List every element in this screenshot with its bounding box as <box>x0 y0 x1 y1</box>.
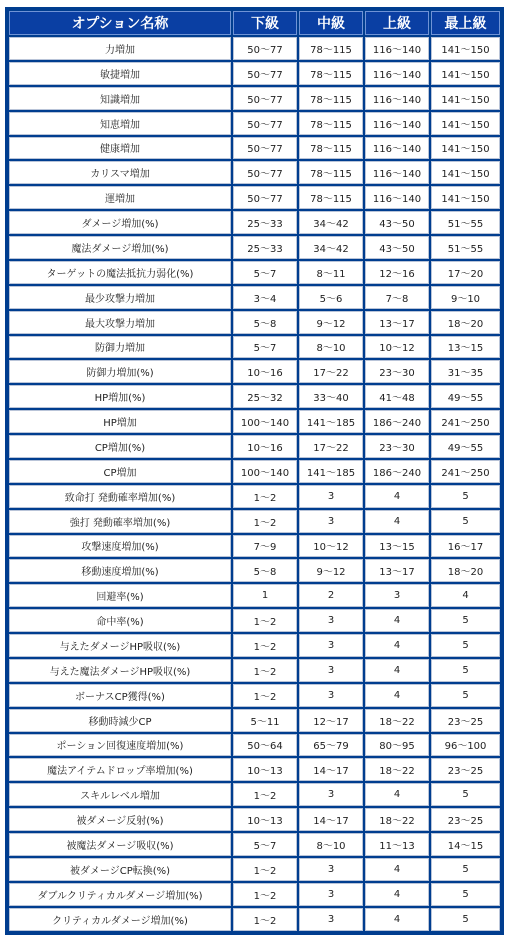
low-grade-cell: 5〜7 <box>233 833 297 856</box>
top-grade-cell: 51〜55 <box>431 236 500 259</box>
mid-grade-cell: 17〜22 <box>299 435 363 458</box>
header-high-grade: 上級 <box>365 11 429 35</box>
low-grade-cell: 1〜2 <box>233 858 297 881</box>
mid-grade-cell: 78〜115 <box>299 137 363 160</box>
high-grade-cell: 3 <box>365 584 429 607</box>
mid-grade-cell: 3 <box>299 485 363 508</box>
high-grade-cell: 12〜16 <box>365 261 429 284</box>
table-row <box>9 634 500 657</box>
table-row <box>9 584 500 607</box>
mid-grade-cell: 12〜17 <box>299 709 363 732</box>
low-grade-cell: 5〜7 <box>233 261 297 284</box>
table-row <box>9 783 500 806</box>
top-grade-cell: 141〜150 <box>431 186 500 209</box>
mid-grade-cell: 10〜12 <box>299 535 363 558</box>
top-grade-cell: 14〜15 <box>431 833 500 856</box>
low-grade-cell: 10〜16 <box>233 360 297 383</box>
low-grade-cell: 1〜2 <box>233 659 297 682</box>
low-grade-cell: 50〜77 <box>233 62 297 85</box>
low-grade-cell: 25〜33 <box>233 211 297 234</box>
high-grade-cell: 116〜140 <box>365 87 429 110</box>
high-grade-cell: 116〜140 <box>365 112 429 135</box>
table-row <box>9 758 500 781</box>
option-name-cell: 回避率(%) <box>9 584 231 607</box>
low-grade-cell: 25〜33 <box>233 236 297 259</box>
high-grade-cell: 116〜140 <box>365 137 429 160</box>
option-name-cell: 被魔法ダメージ吸収(%) <box>9 833 231 856</box>
mid-grade-cell: 65〜79 <box>299 734 363 757</box>
low-grade-cell: 1〜2 <box>233 783 297 806</box>
option-name-cell: 移動時減少CP <box>9 709 231 732</box>
mid-grade-cell: 78〜115 <box>299 37 363 60</box>
low-grade-cell: 1 <box>233 584 297 607</box>
top-grade-cell: 5 <box>431 659 500 682</box>
top-grade-cell: 5 <box>431 908 500 931</box>
mid-grade-cell: 14〜17 <box>299 758 363 781</box>
table-row <box>9 908 500 931</box>
high-grade-cell: 116〜140 <box>365 186 429 209</box>
mid-grade-cell: 3 <box>299 609 363 632</box>
top-grade-cell: 9〜10 <box>431 286 500 309</box>
mid-grade-cell: 3 <box>299 510 363 533</box>
table-row <box>9 385 500 408</box>
top-grade-cell: 5 <box>431 485 500 508</box>
mid-grade-cell: 8〜10 <box>299 336 363 359</box>
low-grade-cell: 5〜7 <box>233 336 297 359</box>
option-name-cell: 致命打 発動確率増加(%) <box>9 485 231 508</box>
top-grade-cell: 5 <box>431 634 500 657</box>
top-grade-cell: 51〜55 <box>431 211 500 234</box>
high-grade-cell: 116〜140 <box>365 161 429 184</box>
mid-grade-cell: 3 <box>299 783 363 806</box>
top-grade-cell: 23〜25 <box>431 709 500 732</box>
header-mid-grade: 中級 <box>299 11 363 35</box>
top-grade-cell: 141〜150 <box>431 62 500 85</box>
high-grade-cell: 4 <box>365 634 429 657</box>
table-row <box>9 112 500 135</box>
table-row <box>9 87 500 110</box>
top-grade-cell: 5 <box>431 684 500 707</box>
table-row <box>9 211 500 234</box>
mid-grade-cell: 78〜115 <box>299 62 363 85</box>
table-row <box>9 734 500 757</box>
high-grade-cell: 4 <box>365 883 429 906</box>
top-grade-cell: 241〜250 <box>431 460 500 483</box>
top-grade-cell: 23〜25 <box>431 808 500 831</box>
high-grade-cell: 18〜22 <box>365 758 429 781</box>
table-row <box>9 559 500 582</box>
option-table <box>7 9 502 933</box>
low-grade-cell: 25〜32 <box>233 385 297 408</box>
option-name-cell: 魔法アイテムドロップ率増加(%) <box>9 758 231 781</box>
header-option-name: オプション名称 <box>9 11 231 35</box>
mid-grade-cell: 78〜115 <box>299 87 363 110</box>
option-name-cell: ダメージ増加(%) <box>9 211 231 234</box>
option-name-cell: 運増加 <box>9 186 231 209</box>
header-top-grade: 最上級 <box>431 11 500 35</box>
table-row <box>9 684 500 707</box>
high-grade-cell: 116〜140 <box>365 37 429 60</box>
mid-grade-cell: 8〜10 <box>299 833 363 856</box>
high-grade-cell: 43〜50 <box>365 211 429 234</box>
top-grade-cell: 96〜100 <box>431 734 500 757</box>
option-name-cell: HP増加 <box>9 410 231 433</box>
top-grade-cell: 141〜150 <box>431 37 500 60</box>
option-name-cell: 魔法ダメージ増加(%) <box>9 236 231 259</box>
top-grade-cell: 18〜20 <box>431 311 500 334</box>
low-grade-cell: 1〜2 <box>233 510 297 533</box>
low-grade-cell: 1〜2 <box>233 908 297 931</box>
option-name-cell: 防御力増加 <box>9 336 231 359</box>
option-name-cell: 攻撃速度増加(%) <box>9 535 231 558</box>
table-row <box>9 510 500 533</box>
high-grade-cell: 41〜48 <box>365 385 429 408</box>
option-name-cell: ポーション回復速度増加(%) <box>9 734 231 757</box>
low-grade-cell: 50〜77 <box>233 161 297 184</box>
table-row <box>9 286 500 309</box>
top-grade-cell: 141〜150 <box>431 87 500 110</box>
option-name-cell: 命中率(%) <box>9 609 231 632</box>
table-row <box>9 709 500 732</box>
high-grade-cell: 13〜15 <box>365 535 429 558</box>
table-header <box>9 11 500 35</box>
option-name-cell: クリティカルダメージ増加(%) <box>9 908 231 931</box>
option-name-cell: 力増加 <box>9 37 231 60</box>
high-grade-cell: 11〜13 <box>365 833 429 856</box>
table-row <box>9 883 500 906</box>
low-grade-cell: 3〜4 <box>233 286 297 309</box>
low-grade-cell: 10〜16 <box>233 435 297 458</box>
option-name-cell: 敏捷増加 <box>9 62 231 85</box>
header-low-grade: 下級 <box>233 11 297 35</box>
option-name-cell: 被ダメージ反射(%) <box>9 808 231 831</box>
low-grade-cell: 7〜9 <box>233 535 297 558</box>
high-grade-cell: 23〜30 <box>365 360 429 383</box>
table-row <box>9 236 500 259</box>
top-grade-cell: 5 <box>431 858 500 881</box>
high-grade-cell: 7〜8 <box>365 286 429 309</box>
low-grade-cell: 5〜8 <box>233 311 297 334</box>
low-grade-cell: 50〜77 <box>233 186 297 209</box>
option-name-cell: 健康増加 <box>9 137 231 160</box>
top-grade-cell: 13〜15 <box>431 336 500 359</box>
low-grade-cell: 50〜77 <box>233 87 297 110</box>
top-grade-cell: 141〜150 <box>431 112 500 135</box>
table-row <box>9 535 500 558</box>
low-grade-cell: 100〜140 <box>233 460 297 483</box>
table-row <box>9 336 500 359</box>
top-grade-cell: 49〜55 <box>431 435 500 458</box>
low-grade-cell: 1〜2 <box>233 684 297 707</box>
option-name-cell: 最大攻撃力増加 <box>9 311 231 334</box>
high-grade-cell: 10〜12 <box>365 336 429 359</box>
table-row <box>9 485 500 508</box>
option-name-cell: CP増加 <box>9 460 231 483</box>
header-row <box>9 11 500 35</box>
high-grade-cell: 4 <box>365 609 429 632</box>
table-row <box>9 858 500 881</box>
top-grade-cell: 141〜150 <box>431 161 500 184</box>
table-row <box>9 137 500 160</box>
mid-grade-cell: 34〜42 <box>299 211 363 234</box>
low-grade-cell: 50〜77 <box>233 137 297 160</box>
option-name-cell: 知識増加 <box>9 87 231 110</box>
low-grade-cell: 100〜140 <box>233 410 297 433</box>
option-name-cell: 被ダメージCP転換(%) <box>9 858 231 881</box>
top-grade-cell: 241〜250 <box>431 410 500 433</box>
top-grade-cell: 16〜17 <box>431 535 500 558</box>
high-grade-cell: 4 <box>365 858 429 881</box>
option-name-cell: カリスマ増加 <box>9 161 231 184</box>
high-grade-cell: 186〜240 <box>365 410 429 433</box>
high-grade-cell: 4 <box>365 684 429 707</box>
low-grade-cell: 5〜11 <box>233 709 297 732</box>
table-row <box>9 37 500 60</box>
high-grade-cell: 43〜50 <box>365 236 429 259</box>
table-row <box>9 833 500 856</box>
top-grade-cell: 23〜25 <box>431 758 500 781</box>
table-row <box>9 360 500 383</box>
option-name-cell: 防御力増加(%) <box>9 360 231 383</box>
mid-grade-cell: 78〜115 <box>299 161 363 184</box>
mid-grade-cell: 9〜12 <box>299 559 363 582</box>
table-row <box>9 261 500 284</box>
low-grade-cell: 50〜77 <box>233 37 297 60</box>
option-name-cell: 知恵増加 <box>9 112 231 135</box>
option-name-cell: 与えた魔法ダメージHP吸収(%) <box>9 659 231 682</box>
top-grade-cell: 18〜20 <box>431 559 500 582</box>
table-row <box>9 659 500 682</box>
top-grade-cell: 49〜55 <box>431 385 500 408</box>
table-body <box>9 37 500 931</box>
table-row <box>9 435 500 458</box>
table-row <box>9 161 500 184</box>
low-grade-cell: 10〜13 <box>233 758 297 781</box>
high-grade-cell: 116〜140 <box>365 62 429 85</box>
top-grade-cell: 5 <box>431 609 500 632</box>
option-name-cell: ターゲットの魔法抵抗力弱化(%) <box>9 261 231 284</box>
high-grade-cell: 4 <box>365 659 429 682</box>
option-name-cell: ダブルクリティカルダメージ増加(%) <box>9 883 231 906</box>
low-grade-cell: 50〜77 <box>233 112 297 135</box>
table-row <box>9 186 500 209</box>
option-name-cell: ボーナスCP獲得(%) <box>9 684 231 707</box>
option-table-frame <box>5 7 504 935</box>
option-name-cell: 最少攻撃力増加 <box>9 286 231 309</box>
high-grade-cell: 23〜30 <box>365 435 429 458</box>
mid-grade-cell: 33〜40 <box>299 385 363 408</box>
mid-grade-cell: 5〜6 <box>299 286 363 309</box>
option-name-cell: HP増加(%) <box>9 385 231 408</box>
top-grade-cell: 141〜150 <box>431 137 500 160</box>
mid-grade-cell: 141〜185 <box>299 460 363 483</box>
mid-grade-cell: 3 <box>299 634 363 657</box>
mid-grade-cell: 14〜17 <box>299 808 363 831</box>
high-grade-cell: 13〜17 <box>365 311 429 334</box>
mid-grade-cell: 141〜185 <box>299 410 363 433</box>
high-grade-cell: 4 <box>365 908 429 931</box>
mid-grade-cell: 8〜11 <box>299 261 363 284</box>
mid-grade-cell: 3 <box>299 659 363 682</box>
high-grade-cell: 18〜22 <box>365 808 429 831</box>
option-name-cell: 強打 発動確率増加(%) <box>9 510 231 533</box>
mid-grade-cell: 78〜115 <box>299 186 363 209</box>
high-grade-cell: 4 <box>365 510 429 533</box>
mid-grade-cell: 2 <box>299 584 363 607</box>
top-grade-cell: 17〜20 <box>431 261 500 284</box>
mid-grade-cell: 3 <box>299 684 363 707</box>
table-row <box>9 808 500 831</box>
option-name-cell: スキルレベル増加 <box>9 783 231 806</box>
table-row <box>9 609 500 632</box>
high-grade-cell: 80〜95 <box>365 734 429 757</box>
low-grade-cell: 1〜2 <box>233 883 297 906</box>
top-grade-cell: 5 <box>431 510 500 533</box>
option-name-cell: 移動速度増加(%) <box>9 559 231 582</box>
mid-grade-cell: 3 <box>299 908 363 931</box>
top-grade-cell: 5 <box>431 783 500 806</box>
mid-grade-cell: 78〜115 <box>299 112 363 135</box>
table-row <box>9 460 500 483</box>
high-grade-cell: 18〜22 <box>365 709 429 732</box>
mid-grade-cell: 17〜22 <box>299 360 363 383</box>
top-grade-cell: 5 <box>431 883 500 906</box>
mid-grade-cell: 3 <box>299 858 363 881</box>
mid-grade-cell: 3 <box>299 883 363 906</box>
high-grade-cell: 4 <box>365 783 429 806</box>
low-grade-cell: 1〜2 <box>233 609 297 632</box>
low-grade-cell: 1〜2 <box>233 485 297 508</box>
option-name-cell: CP増加(%) <box>9 435 231 458</box>
table-row <box>9 410 500 433</box>
table-row <box>9 62 500 85</box>
option-name-cell: 与えたダメージHP吸収(%) <box>9 634 231 657</box>
mid-grade-cell: 34〜42 <box>299 236 363 259</box>
high-grade-cell: 13〜17 <box>365 559 429 582</box>
low-grade-cell: 5〜8 <box>233 559 297 582</box>
low-grade-cell: 10〜13 <box>233 808 297 831</box>
high-grade-cell: 4 <box>365 485 429 508</box>
table-row <box>9 311 500 334</box>
mid-grade-cell: 9〜12 <box>299 311 363 334</box>
high-grade-cell: 186〜240 <box>365 460 429 483</box>
low-grade-cell: 50〜64 <box>233 734 297 757</box>
top-grade-cell: 31〜35 <box>431 360 500 383</box>
low-grade-cell: 1〜2 <box>233 634 297 657</box>
top-grade-cell: 4 <box>431 584 500 607</box>
